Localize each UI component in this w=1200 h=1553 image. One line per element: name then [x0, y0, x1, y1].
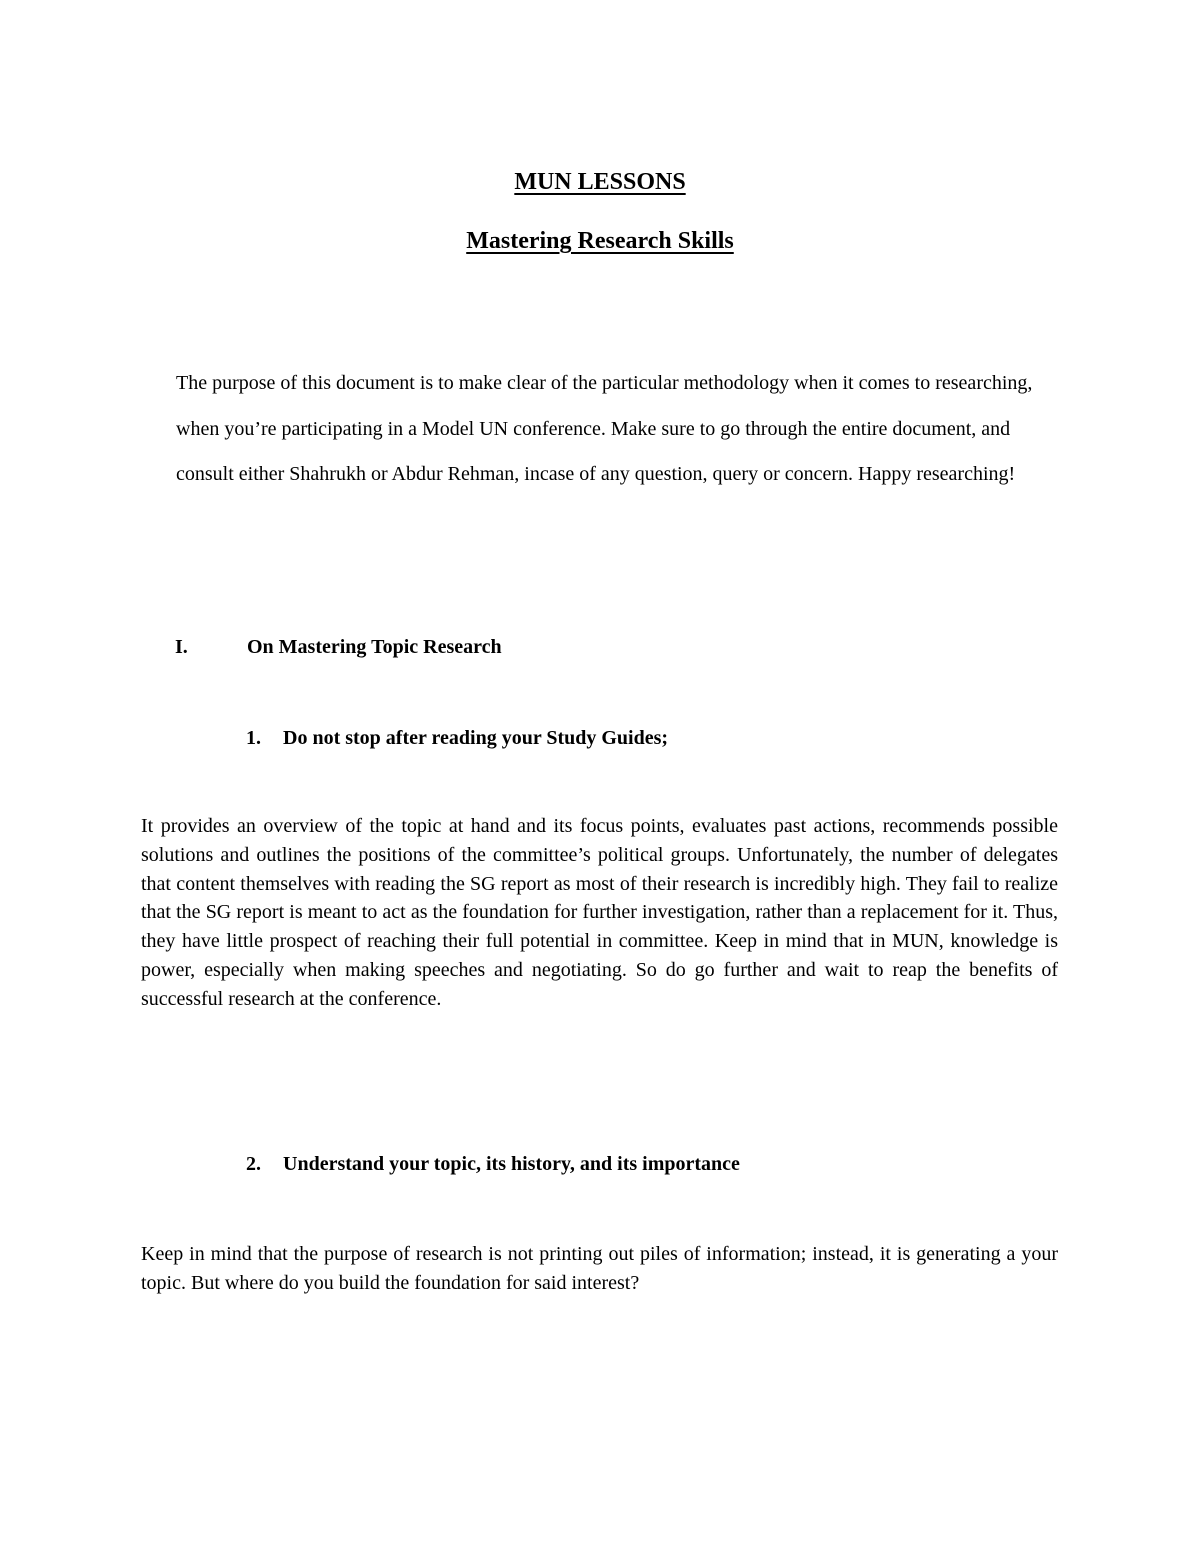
point-number-2: 2.	[246, 1153, 261, 1175]
section-heading	[175, 633, 502, 661]
point-body-2: Keep in mind that the purpose of research is not printing out piles of information; instead, it is generating a your topic. But where do you build the foundation for said interest?	[141, 1243, 1058, 1294]
point-body-1: It provides an overview of the topic at hand and its focus points, evaluates past actions, recommends possible solutions and outlines the positions of the committee’s political groups. Unfortunately, the number of delegates that content themselves with reading the SG report as most of their research is incredibly high. They fail to realize that the SG report is meant to act as the foundation for further investigation, rather than a replacement for it. Thus, they have little prospect of reaching their full potential in committee. Keep in mind that in MUN, knowledge is power, especially when making speeches and negotiating. So do go further and wait to reap the benefits of successful research at the conference.	[141, 815, 1058, 1010]
point-title-2: Understand your topic, its history, and its importance	[283, 1153, 740, 1175]
point-heading-1	[246, 724, 668, 752]
section-title: On Mastering Topic Research	[247, 636, 502, 658]
point-title-1: Do not stop after reading your Study Guides;	[283, 727, 669, 749]
intro-paragraph: The purpose of this document is to make clear of the particular methodology when it comes to researching, when you’re participating in a Model UN conference. Make sure to go through the entire document, and consult either Shahrukh or Abdur Rehman, incase of any question, query or concern. Happy researching!	[176, 372, 1033, 485]
document-title: MUN LESSONS	[514, 169, 686, 195]
section-number: I.	[175, 636, 188, 658]
point-number-1: 1.	[246, 727, 261, 749]
document-subtitle: Mastering Research Skills	[466, 228, 734, 254]
point-heading-2	[246, 1150, 740, 1178]
